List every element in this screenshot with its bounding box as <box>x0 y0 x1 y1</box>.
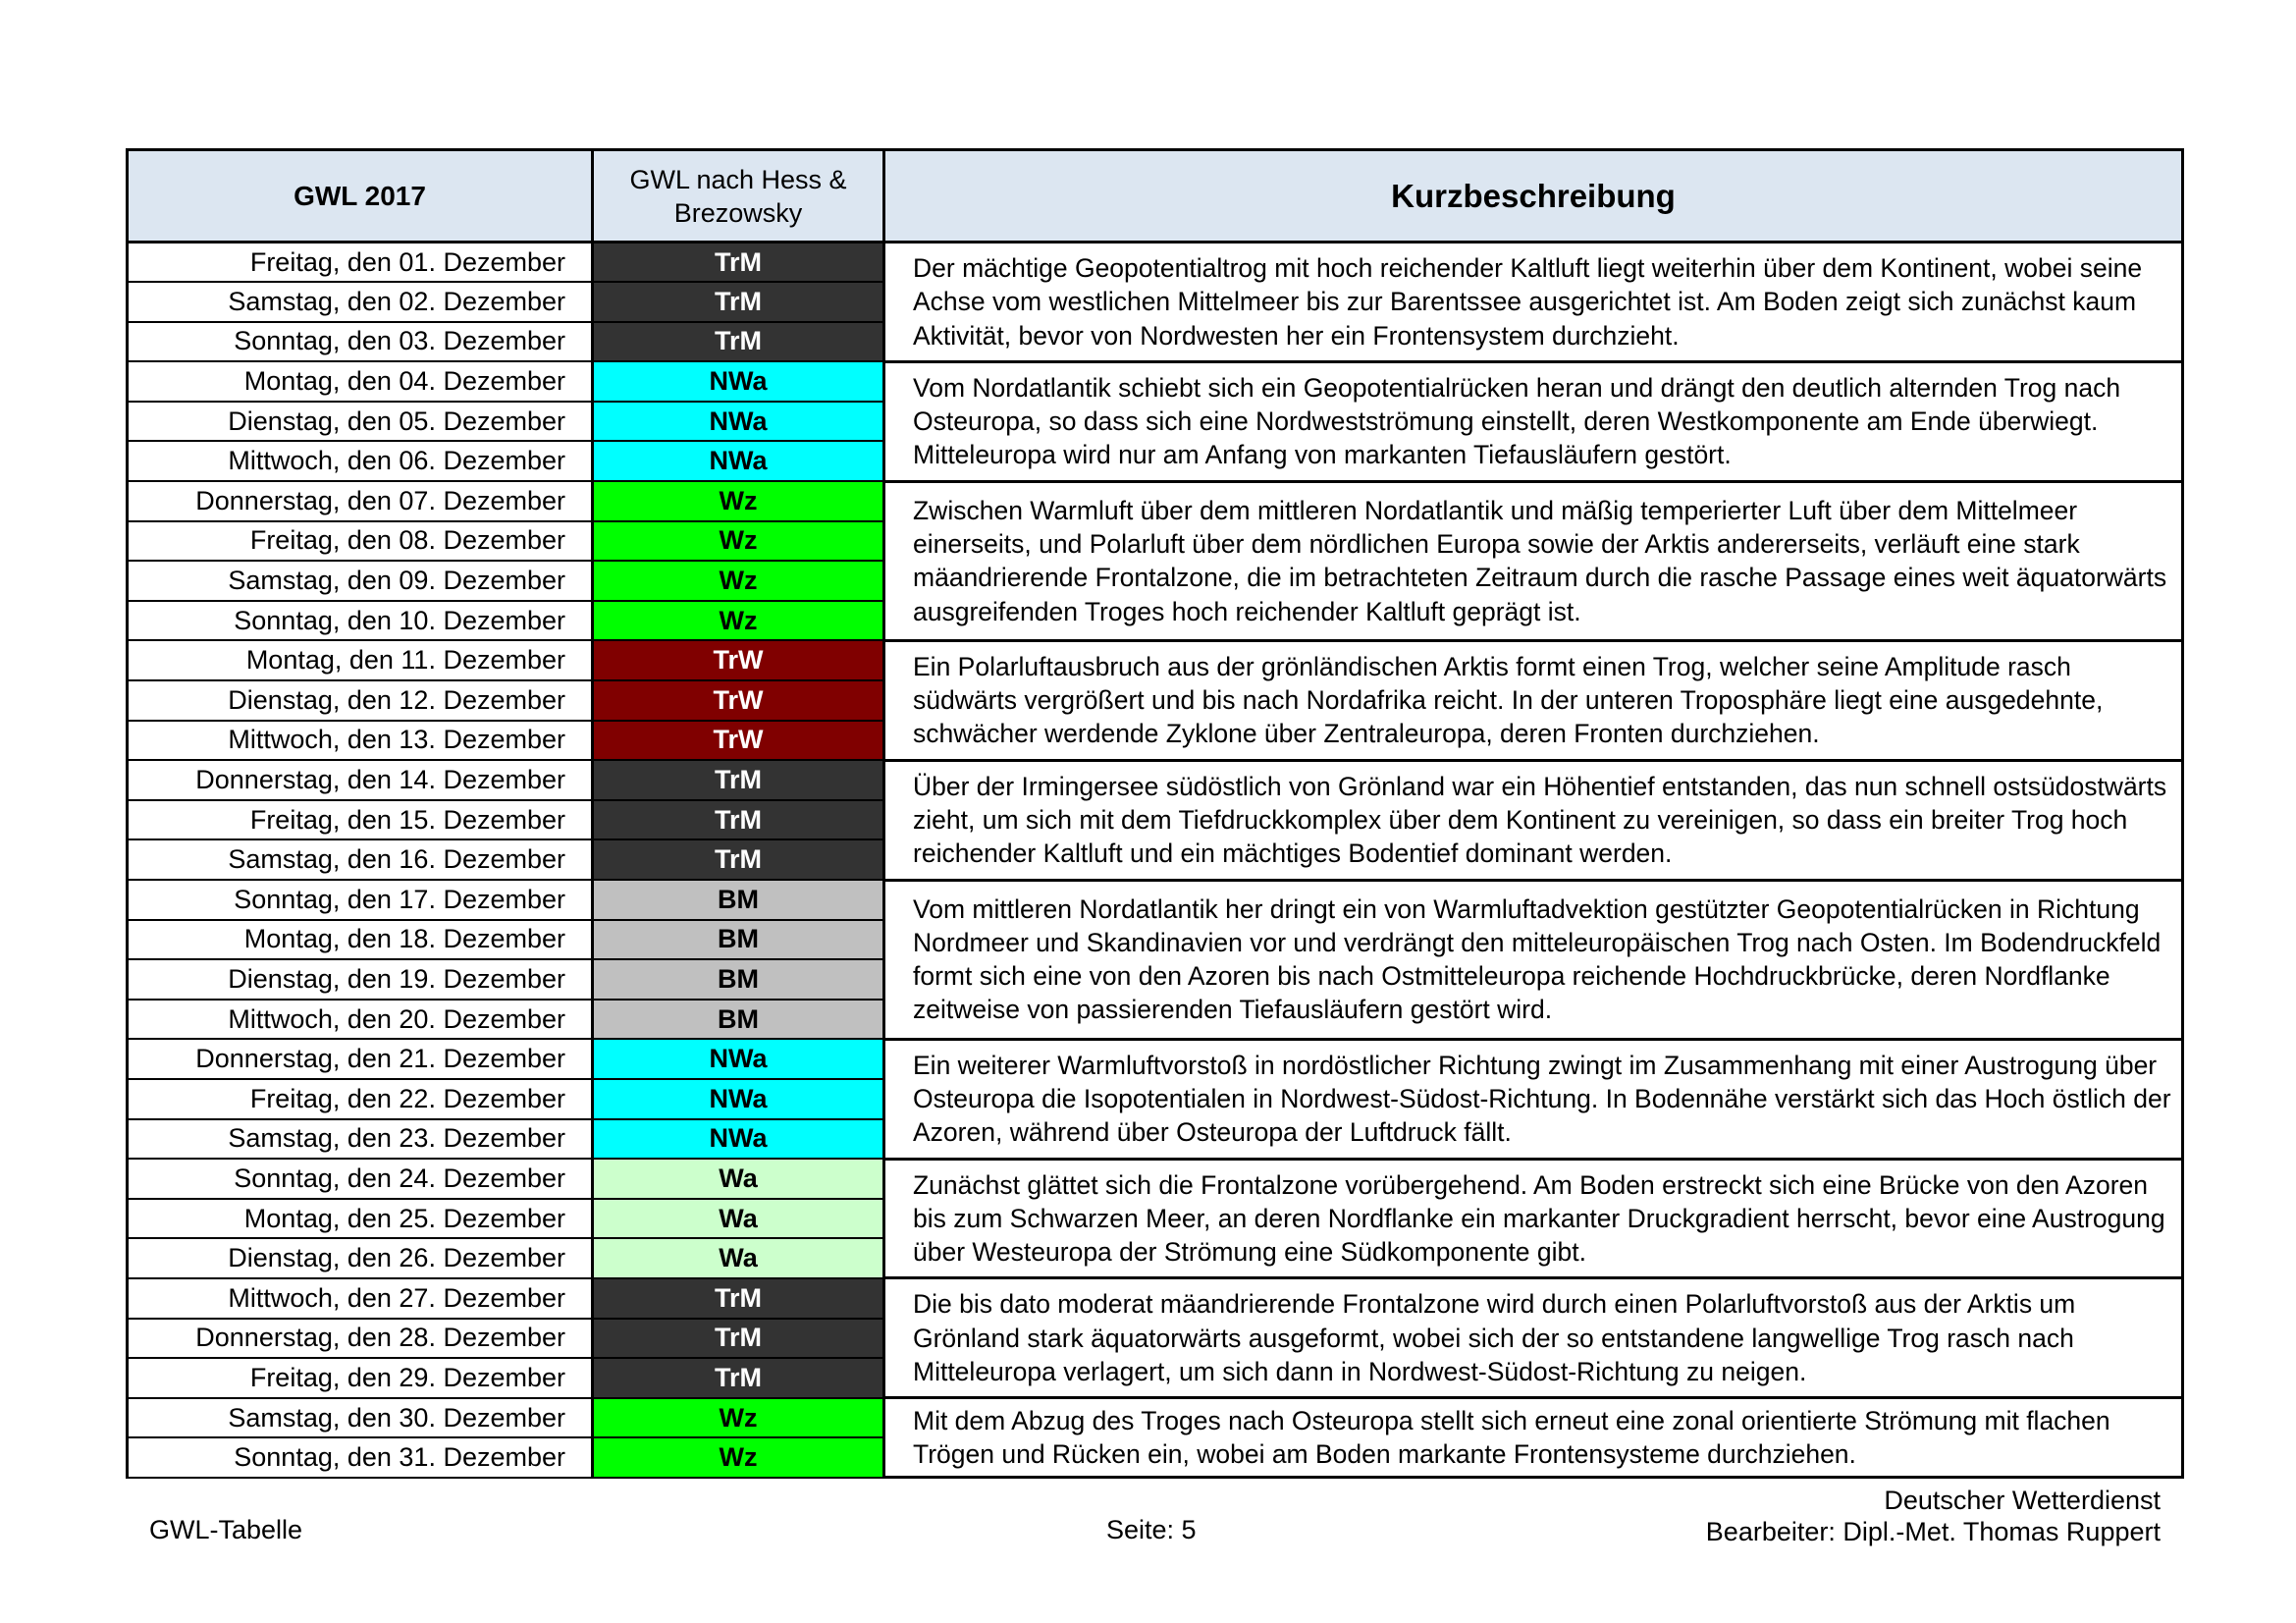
date-cell: Samstag, den 23. Dezember <box>128 1119 593 1160</box>
date-cell: Donnerstag, den 28. Dezember <box>128 1319 593 1359</box>
gwl-code-cell: Wz <box>593 1437 884 1478</box>
gwl-code-cell: TrW <box>593 640 884 680</box>
date-cell: Montag, den 11. Dezember <box>128 640 593 680</box>
footer-document-title: GWL-Tabelle <box>149 1515 303 1544</box>
gwl-code-cell: TrM <box>593 282 884 322</box>
date-cell: Samstag, den 09. Dezember <box>128 561 593 601</box>
date-cell: Dienstag, den 05. Dezember <box>128 402 593 442</box>
table-header-row <box>128 150 2183 243</box>
gwl-code-cell: Wz <box>593 521 884 562</box>
description-cell: Zwischen Warmluft über dem mittleren Nordatlantik und mäßig temperierter Luft über dem Mittelmeer einerseits, und Polarluft über dem nördlichen Europa sowie der Arktis andererseits, verläuft eine stark mäandrierende Frontalzone, die im betrachteten Zeitraum durch die rasche Passage eines weit äquatorwärts ausgreifenden Troges hoch reichender Kaltluft geprägt ist. <box>884 481 2183 640</box>
table-row <box>128 1039 2183 1079</box>
description-cell: Der mächtige Geopotentialtrog mit hoch reichender Kaltluft liegt weiterhin über dem Kontinent, wobei seine Achse vom westlichen Mittelmeer bis zur Barentssee ausgerichtet ist. Am Boden zeigt sich zunächst kaum Aktivität, bevor von Nordwesten her ein Frontensystem durchzieht. <box>884 243 2183 362</box>
date-cell: Donnerstag, den 07. Dezember <box>128 481 593 521</box>
table-row <box>128 243 2183 283</box>
date-cell: Freitag, den 01. Dezember <box>128 243 593 283</box>
date-cell: Samstag, den 30. Dezember <box>128 1398 593 1438</box>
date-cell: Dienstag, den 12. Dezember <box>128 680 593 721</box>
gwl-code-cell: TrM <box>593 1278 884 1319</box>
gwl-code-cell: NWa <box>593 402 884 442</box>
gwl-code-cell: TrW <box>593 721 884 761</box>
date-cell: Donnerstag, den 14. Dezember <box>128 760 593 800</box>
description-cell: Ein weiterer Warmluftvorstoß in nordöstlicher Richtung zwingt im Zusammenhang mit einer Austrogung über Osteuropa die Isopotentialen in Nordwest-Südost-Richtung. In Bodennähe verstärkt sich das Hoch östlich der Azoren, während über Osteuropa der Luftdruck fällt. <box>884 1039 2183 1159</box>
header-gwl-2017: GWL 2017 <box>128 150 593 243</box>
date-cell: Mittwoch, den 20. Dezember <box>128 1000 593 1040</box>
date-cell: Donnerstag, den 21. Dezember <box>128 1039 593 1079</box>
gwl-code-cell: TrM <box>593 1319 884 1359</box>
date-cell: Samstag, den 16. Dezember <box>128 839 593 880</box>
gwl-code-cell: Wz <box>593 1398 884 1438</box>
date-cell: Montag, den 04. Dezember <box>128 361 593 402</box>
gwl-code-cell: TrM <box>593 1358 884 1398</box>
gwl-code-cell: TrM <box>593 760 884 800</box>
date-cell: Montag, den 18. Dezember <box>128 920 593 960</box>
date-cell: Freitag, den 15. Dezember <box>128 800 593 840</box>
gwl-code-cell: Wz <box>593 481 884 521</box>
date-cell: Dienstag, den 26. Dezember <box>128 1238 593 1278</box>
date-cell: Freitag, den 08. Dezember <box>128 521 593 562</box>
gwl-code-cell: NWa <box>593 1079 884 1119</box>
table-row <box>128 361 2183 402</box>
gwl-code-cell: TrW <box>593 680 884 721</box>
footer-page-number: Seite: 5 <box>1106 1515 1197 1544</box>
gwl-table <box>126 148 2184 1479</box>
table-row <box>128 880 2183 920</box>
gwl-code-cell: TrM <box>593 243 884 283</box>
gwl-code-cell: BM <box>593 920 884 960</box>
description-cell: Die bis dato moderat mäandrierende Frontalzone wird durch einen Polarluftvorstoß aus der Arktis um Grönland stark äquatorwärts ausgeformt, wobei sich der so entstandene langwellige Trog rasch nach Mitteleuropa verlagert, um sich dann in Nordwest-Südost-Richtung zu neigen. <box>884 1278 2183 1398</box>
description-cell: Zunächst glättet sich die Frontalzone vorübergehend. Am Boden erstreckt sich eine Brücke von den Azoren bis zum Schwarzen Meer, an deren Nordflanke ein markanter Druckgradient herrscht, bevor eine Austrogung über Westeuropa der Strömung eine Südkomponente gibt. <box>884 1159 2183 1278</box>
table-row <box>128 760 2183 800</box>
date-cell: Sonntag, den 24. Dezember <box>128 1159 593 1199</box>
header-gwl-hess-brezowsky: GWL nach Hess & Brezowsky <box>593 150 884 243</box>
table-row <box>128 481 2183 521</box>
date-cell: Mittwoch, den 13. Dezember <box>128 721 593 761</box>
footer-credits <box>1706 1485 2161 1547</box>
date-cell: Sonntag, den 10. Dezember <box>128 601 593 641</box>
date-cell: Montag, den 25. Dezember <box>128 1199 593 1239</box>
gwl-code-cell: Wa <box>593 1238 884 1278</box>
gwl-code-cell: NWa <box>593 1039 884 1079</box>
gwl-code-cell: TrM <box>593 839 884 880</box>
gwl-code-cell: Wz <box>593 561 884 601</box>
date-cell: Sonntag, den 17. Dezember <box>128 880 593 920</box>
description-cell: Vom mittleren Nordatlantik her dringt ein von Warmluftadvektion gestützter Geopotentialrücken in Richtung Nordmeer und Skandinavien vor und verdrängt den mitteleuropäischen Trog nach Osten. Im Bodendruckfeld formt sich eine von den Azoren bis nach Ostmitteleuropa reichende Hochdruckbrücke, deren Nordflanke zeitweise von passierenden Tiefausläufern gestört wird. <box>884 880 2183 1039</box>
date-cell: Mittwoch, den 06. Dezember <box>128 441 593 481</box>
gwl-code-cell: Wa <box>593 1199 884 1239</box>
gwl-code-cell: NWa <box>593 441 884 481</box>
gwl-code-cell: BM <box>593 959 884 1000</box>
table-row <box>128 640 2183 680</box>
table-body <box>128 243 2183 1478</box>
date-cell: Dienstag, den 19. Dezember <box>128 959 593 1000</box>
table-row <box>128 1159 2183 1199</box>
gwl-code-cell: BM <box>593 880 884 920</box>
date-cell: Sonntag, den 31. Dezember <box>128 1437 593 1478</box>
table-row <box>128 1278 2183 1319</box>
date-cell: Freitag, den 29. Dezember <box>128 1358 593 1398</box>
gwl-code-cell: Wz <box>593 601 884 641</box>
description-cell: Mit dem Abzug des Troges nach Osteuropa stellt sich erneut eine zonal orientierte Strömung mit flachen Trögen und Rücken ein, wobei am Boden markante Frontensysteme durchziehen. <box>884 1398 2183 1478</box>
footer-editor: Bearbeiter: Dipl.-Met. Thomas Ruppert <box>1705 1517 2161 1546</box>
date-cell: Mittwoch, den 27. Dezember <box>128 1278 593 1319</box>
date-cell: Freitag, den 22. Dezember <box>128 1079 593 1119</box>
description-cell: Ein Polarluftausbruch aus der grönländischen Arktis formt einen Trog, welcher seine Amplitude rasch südwärts vergrößert und bis nach Nordafrika reicht. In der unteren Troposphäre liegt eine ausgedehnte, schwächer werdende Zyklone über Zentraleuropa, deren Fronten durchziehen. <box>884 640 2183 760</box>
footer-organization: Deutscher Wetterdienst <box>1884 1486 2161 1515</box>
date-cell: Sonntag, den 03. Dezember <box>128 322 593 362</box>
table-row <box>128 1398 2183 1438</box>
description-cell: Vom Nordatlantik schiebt sich ein Geopotentialrücken heran und drängt den deutlich alternden Trog nach Osteuropa, so dass sich eine Nordwestströmung einstellt, deren Westkomponente am Ende überwiegt. Mitteleuropa wird nur am Anfang von markanten Tiefausläufern gestört. <box>884 361 2183 481</box>
gwl-code-cell: TrM <box>593 800 884 840</box>
gwl-code-cell: Wa <box>593 1159 884 1199</box>
header-kurzbeschreibung: Kurzbeschreibung <box>884 150 2183 243</box>
gwl-code-cell: NWa <box>593 361 884 402</box>
gwl-code-cell: BM <box>593 1000 884 1040</box>
gwl-code-cell: NWa <box>593 1119 884 1160</box>
description-cell: Über der Irmingersee südöstlich von Grönland war ein Höhentief entstanden, das nun schnell ostsüdostwärts zieht, um sich mit dem Tiefdruckkomplex über dem Kontinent zu vereinigen, so dass ein breiter Trog hoch reichender Kaltluft und ein mächtiges Bodentief dominant werden. <box>884 760 2183 880</box>
gwl-code-cell: TrM <box>593 322 884 362</box>
date-cell: Samstag, den 02. Dezember <box>128 282 593 322</box>
